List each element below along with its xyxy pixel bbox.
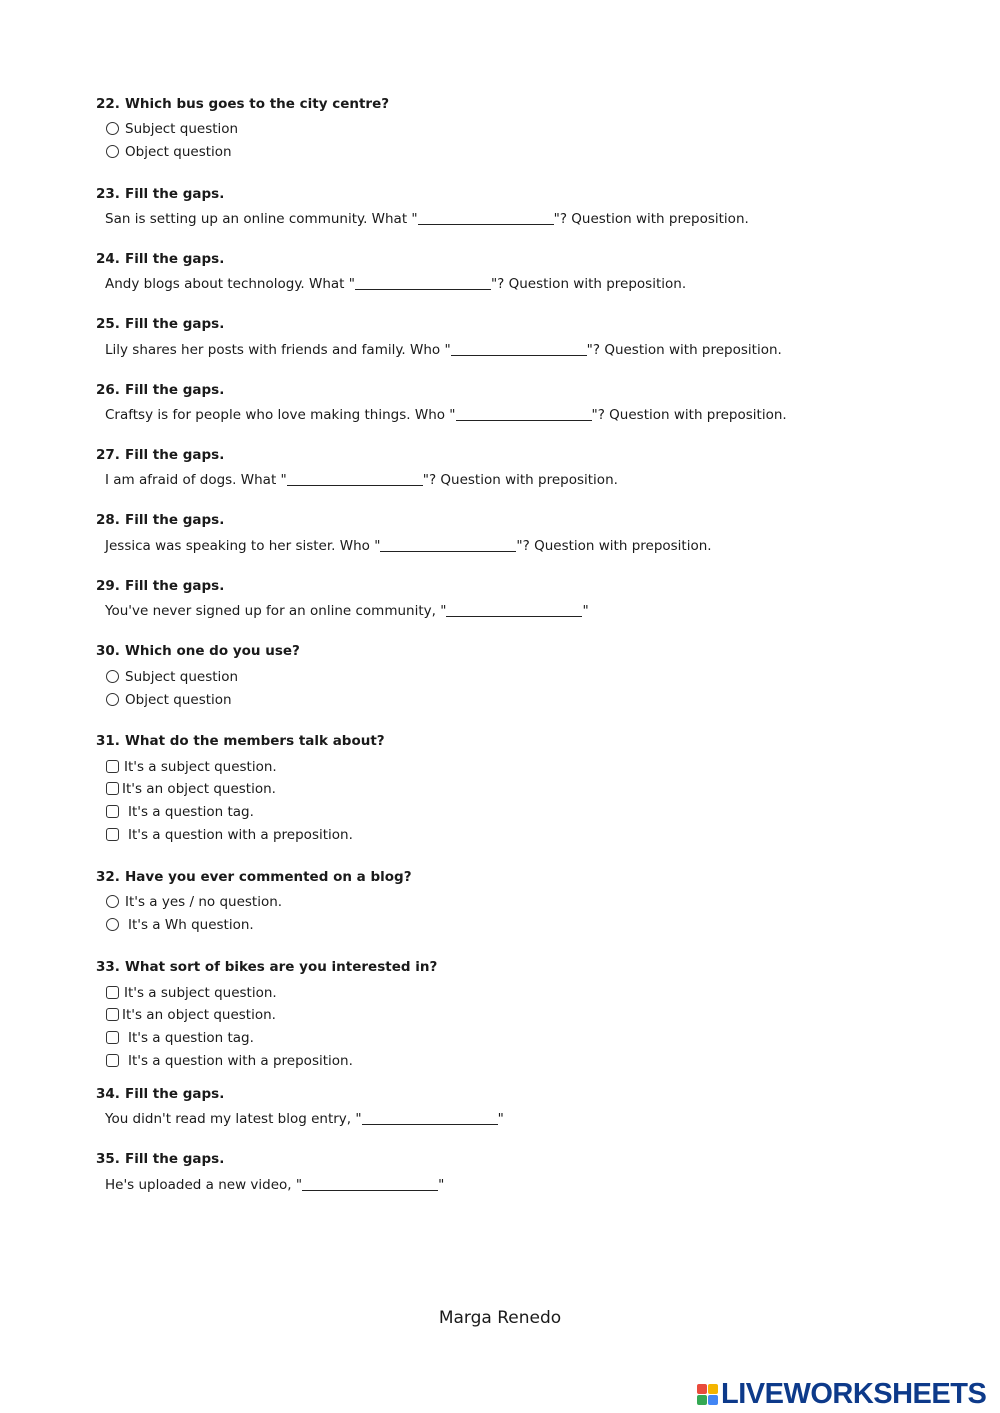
question-text: Fill the gaps. — [125, 512, 225, 528]
question-title — [96, 867, 412, 887]
sentence-after: " — [438, 1177, 445, 1193]
question-29 — [96, 576, 224, 596]
fill-sentence — [105, 536, 712, 556]
question-text: What do the members talk about? — [125, 733, 385, 749]
option-checkbox[interactable] — [104, 825, 353, 845]
gap-input[interactable] — [446, 602, 582, 617]
question-text: Fill the gaps. — [125, 1086, 225, 1102]
logo-tile — [697, 1395, 707, 1405]
option-label: It's a question tag. — [128, 1030, 254, 1046]
checkbox-icon[interactable] — [106, 782, 119, 795]
option-radio[interactable] — [104, 892, 282, 912]
question-title — [96, 731, 385, 751]
question-number: 33. — [96, 959, 120, 975]
sentence-after: "? Question with preposition. — [586, 342, 782, 358]
sentence-after: "? Question with preposition. — [490, 276, 687, 292]
sentence-before: He's uploaded a new video, " — [105, 1177, 303, 1193]
question-number: 31. — [96, 733, 120, 749]
option-label: Subject question — [125, 669, 239, 685]
option-label: It's a subject question. — [124, 985, 277, 1001]
question-25 — [96, 314, 224, 334]
question-title — [96, 249, 224, 269]
checkbox-icon[interactable] — [106, 1031, 119, 1044]
sentence-after: " — [582, 603, 589, 619]
question-number: 25. — [96, 316, 120, 332]
checkbox-icon[interactable] — [106, 1054, 119, 1067]
question-number: 32. — [96, 869, 120, 885]
sentence-before: I am afraid of dogs. What " — [105, 472, 287, 488]
question-number: 24. — [96, 251, 120, 267]
logo-tile — [697, 1384, 707, 1394]
question-33 — [96, 957, 437, 977]
question-number: 22. — [96, 96, 120, 112]
gap-input[interactable] — [451, 341, 587, 356]
question-text: Fill the gaps. — [125, 186, 225, 202]
question-title — [96, 445, 224, 465]
question-text: Have you ever commented on a blog? — [125, 869, 412, 885]
question-text: Fill the gaps. — [125, 251, 225, 267]
question-34 — [96, 1084, 224, 1104]
question-title — [96, 184, 224, 204]
option-checkbox[interactable] — [104, 779, 276, 799]
option-radio[interactable] — [104, 667, 238, 687]
sentence-before: Lily shares her posts with friends and family. Who " — [105, 342, 451, 358]
question-title — [96, 380, 224, 400]
fill-sentence — [105, 1109, 504, 1129]
question-24 — [96, 249, 224, 269]
brand-name: LIVEWORKSHEETS — [721, 1377, 987, 1410]
liveworksheets-logo-icon — [697, 1384, 718, 1405]
sentence-after: " — [497, 1111, 504, 1127]
option-label: Object question — [125, 144, 232, 160]
checkbox-icon[interactable] — [106, 828, 119, 841]
fill-sentence — [105, 274, 686, 294]
author-name: Marga Renedo — [438, 1308, 562, 1328]
question-27 — [96, 445, 224, 465]
gap-input[interactable] — [362, 1110, 498, 1125]
question-text: Fill the gaps. — [125, 447, 225, 463]
question-text: What sort of bikes are you interested in? — [125, 959, 438, 975]
radio-button-icon[interactable] — [106, 670, 119, 683]
question-number: 23. — [96, 186, 120, 202]
gap-input[interactable] — [456, 406, 592, 421]
question-23 — [96, 184, 224, 204]
checkbox-icon[interactable] — [106, 805, 119, 818]
fill-sentence — [105, 1175, 444, 1195]
option-label: It's a question tag. — [128, 804, 254, 820]
question-number: 30. — [96, 643, 120, 659]
checkbox-icon[interactable] — [106, 986, 119, 999]
gap-input[interactable] — [418, 210, 554, 225]
radio-button-icon[interactable] — [106, 145, 119, 158]
option-label: It's a yes / no question. — [125, 894, 283, 910]
question-number: 26. — [96, 382, 120, 398]
question-26 — [96, 380, 224, 400]
sentence-before: You've never signed up for an online community, " — [105, 603, 447, 619]
checkbox-icon[interactable] — [106, 1008, 119, 1021]
question-text: Fill the gaps. — [125, 382, 225, 398]
question-title — [96, 1084, 224, 1104]
gap-input[interactable] — [380, 537, 516, 552]
question-title — [96, 957, 437, 977]
option-radio[interactable] — [104, 142, 232, 162]
fill-sentence — [105, 470, 618, 490]
sentence-before: You didn't read my latest blog entry, " — [105, 1111, 362, 1127]
question-number: 34. — [96, 1086, 120, 1102]
option-label: It's an object question. — [122, 1007, 276, 1023]
question-number: 35. — [96, 1151, 120, 1167]
radio-button-icon[interactable] — [106, 918, 119, 931]
fill-sentence — [105, 340, 782, 360]
question-32 — [96, 867, 412, 887]
option-radio[interactable] — [104, 119, 238, 139]
question-35 — [96, 1149, 224, 1169]
question-title — [96, 94, 389, 114]
option-label: It's a Wh question. — [128, 917, 254, 933]
option-label: It's a question with a preposition. — [128, 1053, 353, 1069]
option-radio[interactable] — [104, 915, 254, 935]
question-text: Fill the gaps. — [125, 1151, 225, 1167]
question-text: Fill the gaps. — [125, 578, 225, 594]
question-title — [96, 641, 300, 661]
option-checkbox[interactable] — [104, 1051, 353, 1071]
sentence-after: "? Question with preposition. — [516, 538, 712, 554]
sentence-after: "? Question with preposition. — [591, 407, 787, 423]
option-label: It's a question with a preposition. — [128, 827, 353, 843]
question-number: 27. — [96, 447, 120, 463]
question-30 — [96, 641, 300, 661]
logo-tile — [708, 1395, 718, 1405]
option-checkbox[interactable] — [104, 802, 254, 822]
option-label: Object question — [125, 692, 232, 708]
sentence-after: "? Question with preposition. — [553, 211, 749, 227]
gap-input[interactable] — [287, 471, 423, 486]
radio-button-icon[interactable] — [106, 693, 119, 706]
question-title — [96, 314, 224, 334]
brand-logo — [697, 1378, 986, 1410]
option-checkbox[interactable] — [104, 1028, 254, 1048]
option-radio[interactable] — [104, 690, 232, 710]
fill-sentence — [105, 209, 749, 229]
sentence-before: Jessica was speaking to her sister. Who " — [105, 538, 381, 554]
sentence-after: "? Question with preposition. — [422, 472, 618, 488]
fill-sentence — [105, 601, 589, 621]
option-checkbox[interactable] — [104, 1005, 276, 1025]
question-text: Which bus goes to the city centre? — [125, 96, 390, 112]
question-number: 29. — [96, 578, 120, 594]
option-checkbox[interactable] — [104, 983, 277, 1003]
question-number: 28. — [96, 512, 120, 528]
sentence-before: San is setting up an online community. What " — [105, 211, 418, 227]
option-checkbox[interactable] — [104, 757, 277, 777]
option-label: It's a subject question. — [124, 759, 277, 775]
logo-tile — [708, 1384, 718, 1394]
fill-sentence — [105, 405, 787, 425]
question-text: Fill the gaps. — [125, 316, 225, 332]
question-31 — [96, 731, 385, 751]
sentence-before: Craftsy is for people who love making things. Who " — [105, 407, 456, 423]
question-title — [96, 1149, 224, 1169]
option-label: Subject question — [125, 121, 239, 137]
question-title — [96, 576, 224, 596]
gap-input[interactable] — [355, 275, 491, 290]
option-label: It's an object question. — [122, 781, 276, 797]
radio-button-icon[interactable] — [106, 895, 119, 908]
question-text: Which one do you use? — [125, 643, 300, 659]
question-title — [96, 510, 224, 530]
question-28 — [96, 510, 224, 530]
question-22 — [96, 94, 389, 114]
gap-input[interactable] — [302, 1176, 438, 1191]
sentence-before: Andy blogs about technology. What " — [105, 276, 355, 292]
checkbox-icon[interactable] — [106, 760, 119, 773]
radio-button-icon[interactable] — [106, 122, 119, 135]
